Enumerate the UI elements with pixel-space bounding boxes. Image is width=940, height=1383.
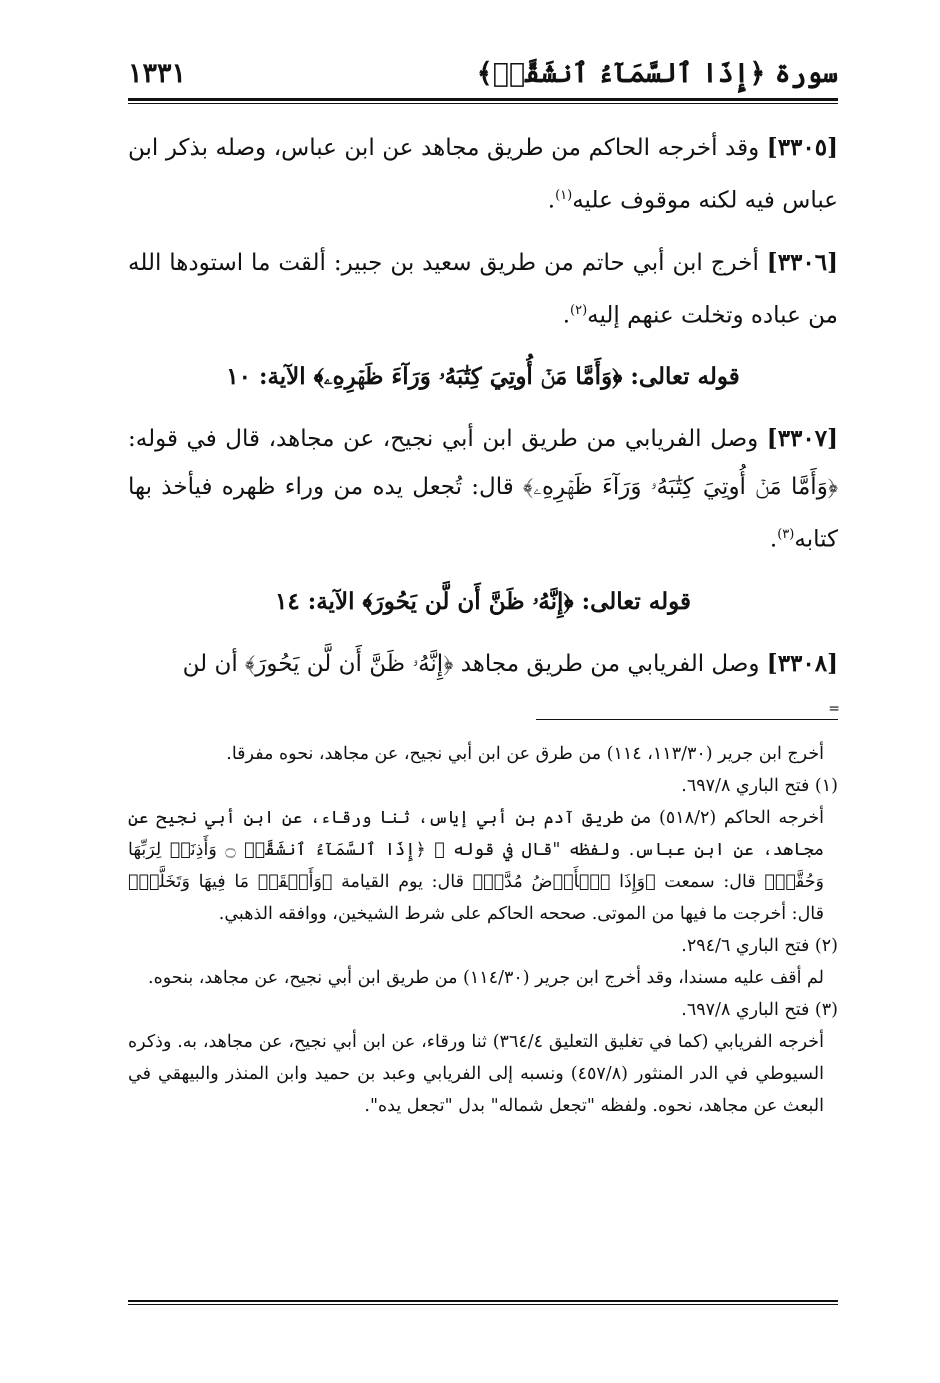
page-header <box>128 58 838 94</box>
paragraph-text: وصل الفريابي من طريق مجاهد ﴿إِنَّهُۥ ظَنَّ أَن لَّن يَحُورَ﴾ أن لن <box>182 650 767 677</box>
header-rule <box>128 98 838 104</box>
paragraph-text: وقد أخرجه الحاكم من طريق مجاهد عن ابن عباس، وصله بذكر ابن عباس فيه لكنه موقوف عليه <box>128 135 838 214</box>
document-page <box>128 58 838 1122</box>
paragraph-number: [٣٣٠٧] <box>766 425 838 453</box>
main-text <box>128 124 838 688</box>
section-heading-verse-10: قوله تعالى: ﴿وَأَمَّا مَنۡ أُوتِيَ كِتَٰبَهُۥ وَرَآءَ ظَهۡرِهِۦ﴾ الآية: ١٠ <box>226 363 740 391</box>
paragraph-number: [٣٣٠٦] <box>766 248 838 276</box>
footnote-separator <box>128 702 838 722</box>
page-number: ١٣٣١ <box>128 58 187 89</box>
paragraph-text: أخرج ابن أبي حاتم من طريق سعيد بن جبير: ألقت ما استودها الله من عباده وتخلت عنهم إليه <box>128 249 838 329</box>
footnote-ref: (٢) <box>570 302 588 318</box>
paragraph-3307 <box>128 415 838 564</box>
continuation-mark: = <box>828 700 840 717</box>
paragraph-3305 <box>128 124 838 225</box>
paragraph-3308 <box>128 640 838 688</box>
paragraph-end: . <box>769 526 778 553</box>
paragraph-text: وصل الفريابي من طريق ابن أبي نجيح، عن مجاهد، قال في قوله: ﴿وَأَمَّا مَنۡ أُوتِيَ كِتَٰبَهُۥ وَرَآءَ ظَهۡرِهِۦ﴾ قال: تُجعل يده من وراء ظهره فيأخذ بها كتابه <box>128 426 838 553</box>
footnote-line: (١) فتح الباري ٦٩٧/٨. <box>681 775 838 796</box>
footnote-line: لم أقف عليه مسندا، وقد أخرج ابن جرير (١١٤/٣٠) من طريق ابن أبي نجيح، عن مجاهد، بنحوه. <box>148 967 824 988</box>
footnote-line: (٣) فتح الباري ٦٩٧/٨. <box>681 999 838 1020</box>
footnote-line: أخرجه الحاكم (٥١٨/٢) من طريق آدم بن أبي إياس، ثنا ورقاء، عن ابن أبي نجيح عن مجاهد، عن ابن عباس. ولفظه "قال في قوله ﷻ ﴿إِذَا ٱلسَّمَآءُ ٱنشَقَّتۡ ۝ وَأَذِنَتۡ لِرَبِّهَا وَحُقَّتۡ﴾ قال: سمعت ﴿وَإِذَا ٱلۡأَرۡضُ مُدَّتۡ﴾ قال: يوم القيامة ﴿وَأَلۡقَتۡ مَا فِيهَا وَتَخَلَّتۡ﴾ قال: أخرجت ما فيها من الموتى. صححه الحاكم على شرط الشيخين، ووافقه الذهبي. <box>128 807 824 924</box>
footnote-ref: (٣) <box>777 527 795 543</box>
footnote-line: أخرجه الفريابي (كما في تغليق التعليق ٣٦٤/٤) ثنا ورقاء، عن ابن أبي نجيح، عن مجاهد، به. وذكره السيوطي في الدر المنثور (٤٥٧/٨) ونسبه إلى الفريابي وعبد بن حميد وابن المنذر والبيهقي في البعث عن مجاهد، نحوه. ولفظه "تجعل شماله" بدل "تجعل يده". <box>128 1031 824 1116</box>
separator-line <box>536 719 838 720</box>
paragraph-number: [٣٣٠٥] <box>766 134 838 161</box>
footnote-line: أخرج ابن جرير (١١٣/٣٠، ١١٤) من طرق عن ابن أبي نجيح، عن مجاهد، نحوه مفرقا. <box>226 743 824 764</box>
paragraph-number: [٣٣٠٨] <box>766 649 838 677</box>
paragraph-end: . <box>547 187 556 214</box>
footer-rule <box>128 1300 838 1305</box>
footnotes <box>128 738 838 1122</box>
footnote-line: (٢) فتح الباري ٢٩٤/٦. <box>681 935 838 956</box>
footnote-ref: (١) <box>555 188 573 203</box>
section-heading-verse-14: قوله تعالى: ﴿إِنَّهُۥ ظَنَّ أَن لَّن يَحُورَ﴾ الآية: ١٤ <box>275 587 691 615</box>
surah-title: سورة ﴿إِذَا ٱلسَّمَآءُ ٱنشَقَّتۡ﴾ <box>476 58 838 89</box>
paragraph-3306 <box>128 239 838 340</box>
paragraph-end: . <box>562 302 571 329</box>
